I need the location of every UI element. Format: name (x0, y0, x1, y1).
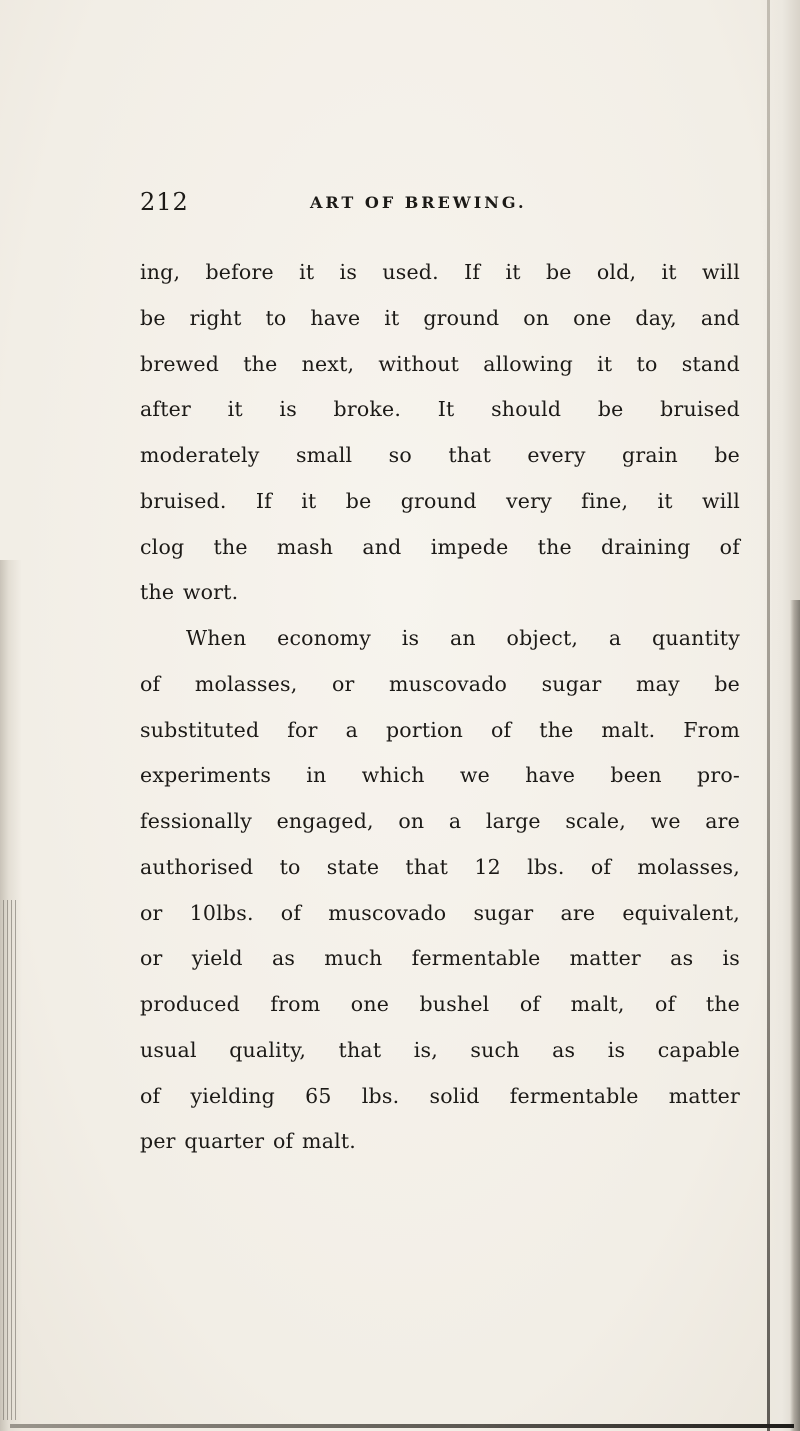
page-header (140, 188, 600, 228)
page-number: 212 (140, 188, 189, 216)
text-line: be right to have it ground on one day, and (140, 305, 740, 330)
text-line: the wort. (140, 580, 239, 605)
text-line: bruised. If it be ground very fine, it will (140, 488, 740, 513)
text-line: substituted for a portion of the malt. From (140, 717, 740, 742)
text-line: produced from one bushel of malt, of the (140, 992, 740, 1016)
text-line: brewed the next, without allowing it to stand (140, 351, 740, 376)
text-line: usual quality, that is, such as is capable (140, 1037, 740, 1062)
paragraph-start-line: When economy is an object, a quantity (186, 626, 740, 650)
text-line: of molasses, or muscovado sugar may be (140, 671, 740, 696)
page-edge-bottom (10, 1424, 794, 1428)
page-edge-line-right (767, 0, 770, 1431)
text-line: or 10lbs. of muscovado sugar are equivalent, (140, 900, 740, 925)
text-line: clog the mash and impede the draining of (140, 534, 740, 559)
text-line: of yielding 65 lbs. solid fermentable matter (140, 1083, 740, 1108)
text-line: moderately small so that every grain be (140, 443, 740, 467)
text-line: per quarter of malt. (140, 1129, 357, 1154)
body-text (140, 250, 740, 1165)
text-line: after it is broke. It should be bruised (140, 397, 740, 422)
text-line: or yield as much fermentable matter as is (140, 946, 740, 971)
page-edges-left (3, 900, 17, 1420)
running-head: ART OF BREWING. (310, 193, 527, 212)
page-edges-right (790, 600, 800, 1431)
text-line: experiments in which we have been pro- (140, 763, 740, 788)
text-line: authorised to state that 12 lbs. of molasses, (140, 854, 740, 879)
text-line: fessionally engaged, on a large scale, we are (140, 809, 740, 833)
text-line: ing, before it is used. If it be old, it will (140, 260, 740, 284)
